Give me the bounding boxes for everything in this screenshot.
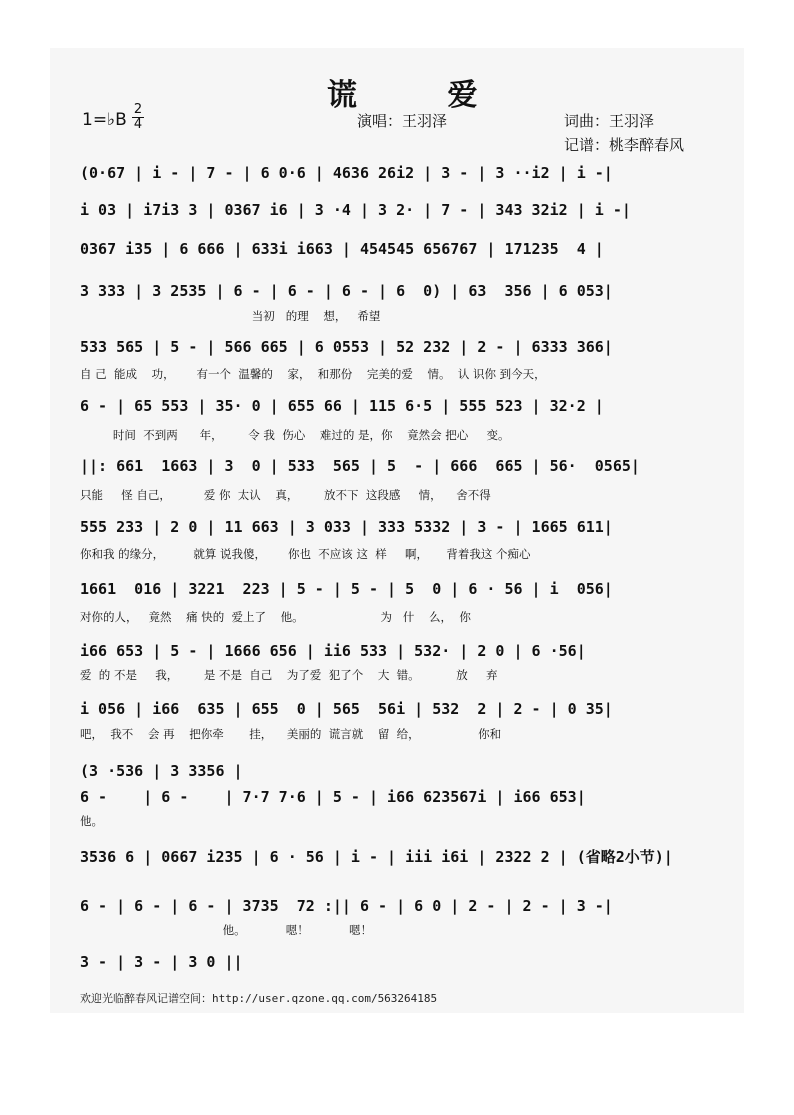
lyric-line-5: 你和我 的缘分， 就算 说我傻， 你也 不应该 这 样 啊， 背着我这 个痴心 [80,547,531,561]
score-line-16: 3 - | 3 - | 3 0 || [80,953,243,971]
score-line-12: (3 ·536 | 3 3356 | [80,762,243,780]
lyric-line-10: 他。 嗯！ 嗯！ [80,923,372,937]
lyric-line-9: 他。 [80,814,103,828]
score-line-4: 3 333 | 3 2535 | 6 - | 6 - | 6 - | 6 0) | 63 356 | 6 053| [80,282,613,300]
lyric-line-3: 时间 不到两 年， 令 我 伤心 难过的 是，你 竟然会 把心 变。 [80,428,510,442]
time-signature [132,104,144,131]
score-line-13: 6 - | 6 - | 7·7 7·6 | 5 - | i66 623567i | i66 653| [80,788,586,806]
transcriber-credit: 记谱：桃李醉春风 [564,136,685,154]
score-line-8: 555 233 | 2 0 | 11 663 | 3 033 | 333 5332 | 3 - | 1665 611| [80,518,613,536]
score-line-3: 0367 i35 | 6 666 | 633i i663 | 454545 656767 | 171235 4 | [80,240,604,258]
lyric-line-1: 当初 的理 想， 希望 [80,309,381,323]
lyric-line-2: 自 己 能成 功， 有一个 温馨的 家， 和那份 完美的爱 情。 认 识你 到今天， [80,367,546,381]
score-line-5: 533 565 | 5 - | 566 665 | 6 0553 | 52 232 | 2 - | 6333 366| [80,338,613,356]
key-signature: 1=♭B [82,110,127,130]
score-line-7: ||: 661 1663 | 3 0 | 533 565 | 5 - | 666 665 | 56· 0565| [80,457,640,475]
score-line-11: i 056 | i66 635 | 655 0 | 565 56i | 532 2 | 2 - | 0 35| [80,700,613,718]
singer-credit: 演唱：王羽泽 [357,112,448,130]
score-line-6: 6 - | 65 553 | 35· 0 | 655 66 | 115 6·5 | 555 523 | 32·2 | [80,397,604,415]
meter-top: 2 [133,102,143,117]
lyric-line-7: 爱 的 不是 我， 是 不是 自己 为了爱 犯了个 大 错。 放 弃 [80,668,498,682]
score-line-15: 6 - | 6 - | 6 - | 3735 72 :|| 6 - | 6 0 | 2 - | 2 - | 3 -| [80,897,613,915]
footer-credit: 欢迎光临醉春风记谱空间：http://user.qzone.qq.com/563264185 [80,992,438,1005]
score-line-10: i66 653 | 5 - | 1666 656 | ii6 533 | 532· | 2 0 | 6 ·56| [80,642,586,660]
meter-bottom: 4 [133,117,143,132]
lyric-line-8: 吧， 我不 会 再 把你牵 挂， 美丽的 谎言就 留 给， 你和 [80,727,502,741]
score-line-2: i 03 | i7i3 3 | 0367 i6 | 3 ·4 | 3 2· | 7 - | 343 32i2 | i -| [80,201,631,219]
score-line-14: 3536 6 | 0667 i235 | 6 · 56 | i - | iii i6i | 2322 2 | (省略2小节)| [80,848,673,866]
score-line-9: 1661 016 | 3221 223 | 5 - | 5 - | 5 0 | 6 · 56 | i 056| [80,580,613,598]
lyric-line-4: 只能 怪 自己， 爱 你 太认 真， 放不下 这段感 情， 舍不得 [80,488,491,502]
song-title: 谎 爱 [327,78,518,113]
composer-credit: 词曲：王羽泽 [564,112,655,130]
lyric-line-6: 对你的人， 竟然 痛 快的 爱上了 他。 为 什 么， 你 [80,610,471,624]
score-line-1: (0·67 | i - | 7 - | 6 0·6 | 4636 26i2 | 3 - | 3 ··i2 | i -| [80,164,613,182]
